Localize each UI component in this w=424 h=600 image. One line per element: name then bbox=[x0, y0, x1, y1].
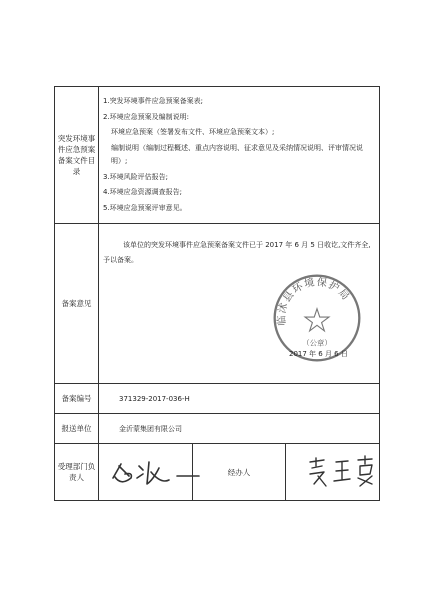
handler-handwritten-signature bbox=[286, 444, 406, 496]
opinion-row bbox=[55, 224, 380, 384]
handler-label: 经办人 bbox=[192, 444, 286, 501]
responsible-signature-cell bbox=[99, 444, 193, 501]
responsible-label: 受理部门负责人 bbox=[55, 444, 99, 501]
filing-number-value: 371329-2017-036-H bbox=[99, 384, 380, 414]
directory-item: 编制说明（编制过程概述、重点内容说明、征求意见及采纳情况说明、评审情况说明）; bbox=[111, 143, 363, 165]
filing-number-row bbox=[55, 384, 380, 414]
directory-item: 5.环境应急预案评审意见。 bbox=[103, 203, 187, 212]
directory-item: 2.环境应急预案及编制说明: bbox=[103, 112, 190, 121]
opinion-text: 该单位的突发环境事件应急预案备案文件已于 2017 年 6 月 5 日收讫,文件齐全,予以备案。 bbox=[103, 240, 371, 264]
opinion-label: 备案意见 bbox=[55, 224, 99, 384]
submitting-unit-row bbox=[55, 414, 380, 444]
opinion-cell bbox=[99, 224, 380, 384]
responsible-row bbox=[55, 444, 380, 501]
directory-row bbox=[55, 87, 380, 224]
seal-text: 临沭县环境保护局 bbox=[276, 276, 352, 326]
directory-item: 3.环境风险评估报告; bbox=[103, 172, 169, 181]
directory-item: 环境应急预案（签署发布文件、环境应急预案文本）; bbox=[111, 128, 275, 136]
directory-label: 突发环境事件应急预案备案文件目录 bbox=[55, 87, 99, 224]
filing-table bbox=[54, 86, 380, 501]
submitting-unit-label: 报送单位 bbox=[55, 414, 99, 444]
directory-item: 1.突发环境事件应急预案备案表; bbox=[103, 97, 204, 105]
submitting-unit-value: 金沂蒙集团有限公司 bbox=[99, 414, 380, 444]
handler-signature-cell bbox=[286, 444, 380, 501]
directory-cell bbox=[99, 87, 380, 224]
directory-item: 4.环境应急资源调查报告; bbox=[103, 188, 183, 196]
responsible-handwritten-signature bbox=[99, 444, 217, 496]
seal-note: （公章） bbox=[302, 338, 332, 348]
seal-star-icon bbox=[305, 308, 329, 330]
opinion-date: 2017 年 6 月 6 日 bbox=[289, 349, 348, 358]
filing-number-label: 备案编号 bbox=[55, 384, 99, 414]
